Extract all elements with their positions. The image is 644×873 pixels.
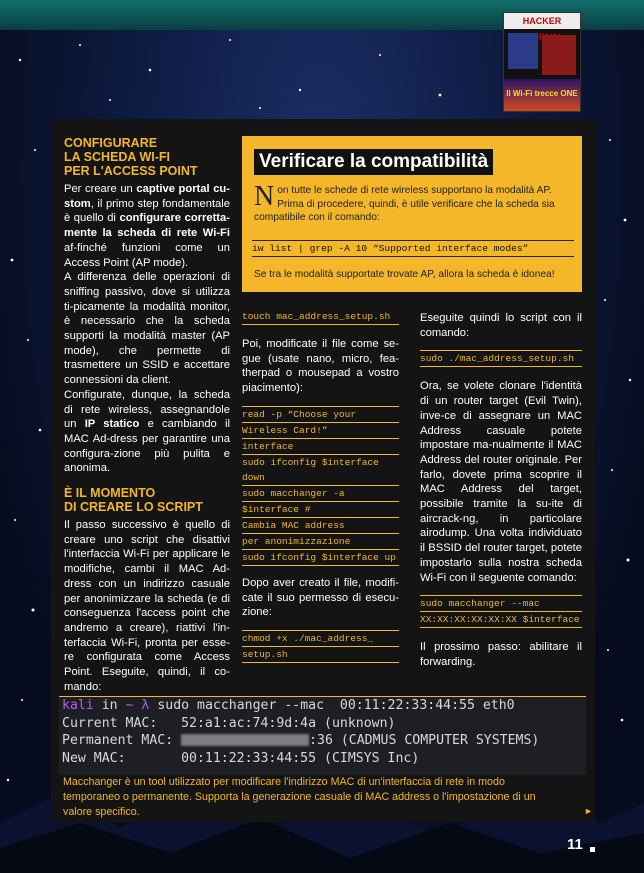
box-text: Non tutte le schede di rete wireless supportano la modalità AP. Prima di procedere, quindi, è utile verificare che la scheda sia compatibile con il comando: bbox=[254, 181, 555, 224]
box-code: iw list | grep -A 10 “Supported interface modes” bbox=[252, 240, 574, 257]
paragraph: Per creare un captive portal cu-stom, il primo step fondamentale è quello di configurare corretta-mente la scheda di rete Wi-Fi af-finché funzioni come un Access Point (AP mode). bbox=[64, 183, 230, 269]
page-number: 11 bbox=[567, 836, 583, 853]
figure-caption: Macchanger è un tool utilizzato per modificare l'indirizzo MAC di un'interfaccia di rete in modo temporaneo o permanente. Supporta la generazione casuale di MAC address o l'impostazione di un valore specifico. bbox=[63, 776, 536, 818]
terminal-output-permanent: Permanent MAC: :36 (CADMUS COMPUTER SYSTEMS) bbox=[62, 733, 540, 748]
paragraph: Dopo aver creato il file, modifi-cate il suo permesso di esecu-zione: bbox=[242, 576, 399, 619]
box-title: Verificare la compatibilità bbox=[254, 149, 493, 175]
dropcap: N bbox=[254, 181, 275, 212]
terminal-output-current: Current MAC: 52:a1:ac:74:9d:4a (unknown) bbox=[62, 715, 396, 731]
paragraph: A differenza delle operazioni di sniffing passivo, dove si utilizza ti-picamente la modalità monitor, è necessario che la scheda supporti la modalità master (AP mode), che permette di trasmettere un SSID e accettare connessioni da client. bbox=[64, 271, 230, 387]
paragraph: Poi, modificate il file come se-gue (usate nano, micro, fea-therpad o mousepad a vostro piacimento): bbox=[242, 338, 399, 395]
heading-momento: È IL MOMENTO DI CREARE LO SCRIPT bbox=[64, 486, 203, 515]
terminal-command-line: kali in ~ λ sudo macchanger --mac 00:11:22:33:44:55 eth0 bbox=[62, 698, 515, 713]
paragraph: Il prossimo passo: abilitare il forwarding. bbox=[420, 641, 582, 668]
paragraph: Configurate, dunque, la scheda di rete wireless, assegnandole un IP statico e cambiando il MAC Ad-dress per garantire una configura-zione più pulita e anonima. bbox=[64, 388, 230, 475]
page-marker-icon bbox=[590, 847, 595, 852]
code-block: sudo ./mac_address_setup.sh bbox=[420, 350, 582, 367]
middle-column bbox=[242, 309, 399, 663]
code-block: touch mac_address_setup.sh bbox=[242, 309, 399, 325]
code-block: read -p “Choose your Wireless Card!” interface sudo ifconfig $interface down sudo macchanger -a $interface # Cambia MAC address per anonimizzazione sudo ifconfig $interface up bbox=[242, 406, 399, 566]
redacted-mac bbox=[181, 734, 309, 746]
compatibility-box bbox=[242, 136, 582, 292]
box-text-2: Se tra le modalità supportate trovate AP, allora la scheda è idonea! bbox=[254, 269, 555, 280]
code-block: chmod +x ./mac_address_ setup.sh bbox=[242, 630, 399, 663]
paragraph: Il passo successivo è quello di creare uno script che disattivi l'interfaccia Wi-Fi per applicare le modifiche, cambi il MAC Ad-dress con un indirizzo casuale per anonimizzare la scheda (e di conseguenza l'access point che andremo a creare), riattivi l'in-terfaccia Wi-Fi, pronta per esse-re configurata come Access Point. Eseguite, quindi, il co-mando: bbox=[64, 519, 230, 693]
terminal-output-new: New MAC: 00:11:22:33:44:55 (CIMSYS Inc) bbox=[62, 750, 420, 766]
right-column bbox=[420, 311, 582, 670]
left-column bbox=[64, 136, 230, 695]
code-block: sudo macchanger --mac XX:XX:XX:XX:XX:XX $interface bbox=[420, 595, 582, 628]
heading-configurare: CONFIGURARE LA SCHEDA WI-FI PER L'ACCESS POINT bbox=[64, 136, 198, 178]
cover-headline: Il Wi-Fi trecce ONE bbox=[504, 79, 580, 111]
paragraph: Eseguite quindi lo script con il comando: bbox=[420, 312, 582, 339]
continue-arrow-icon: ► bbox=[584, 806, 593, 816]
magazine-cover-thumbnail bbox=[503, 12, 581, 112]
terminal-screenshot bbox=[59, 696, 586, 775]
paragraph: Ora, se volete clonare l'identità di un router target (Evil Twin), inve-ce di assegnare un MAC Address casuale potete impostare ma-nualmente il MAC Address del router originale. Per farlo, dovete prima scoprire il MAC Address del target, possibile tramite la su-ite di aircrack-ng, in particolare airodump. Una volta individuato il BSSID del router target, potete impostarlo sulla nostra scheda Wi-Fi con il seguente comando: bbox=[420, 380, 582, 584]
cover-masthead: HACKER bbox=[504, 13, 580, 29]
